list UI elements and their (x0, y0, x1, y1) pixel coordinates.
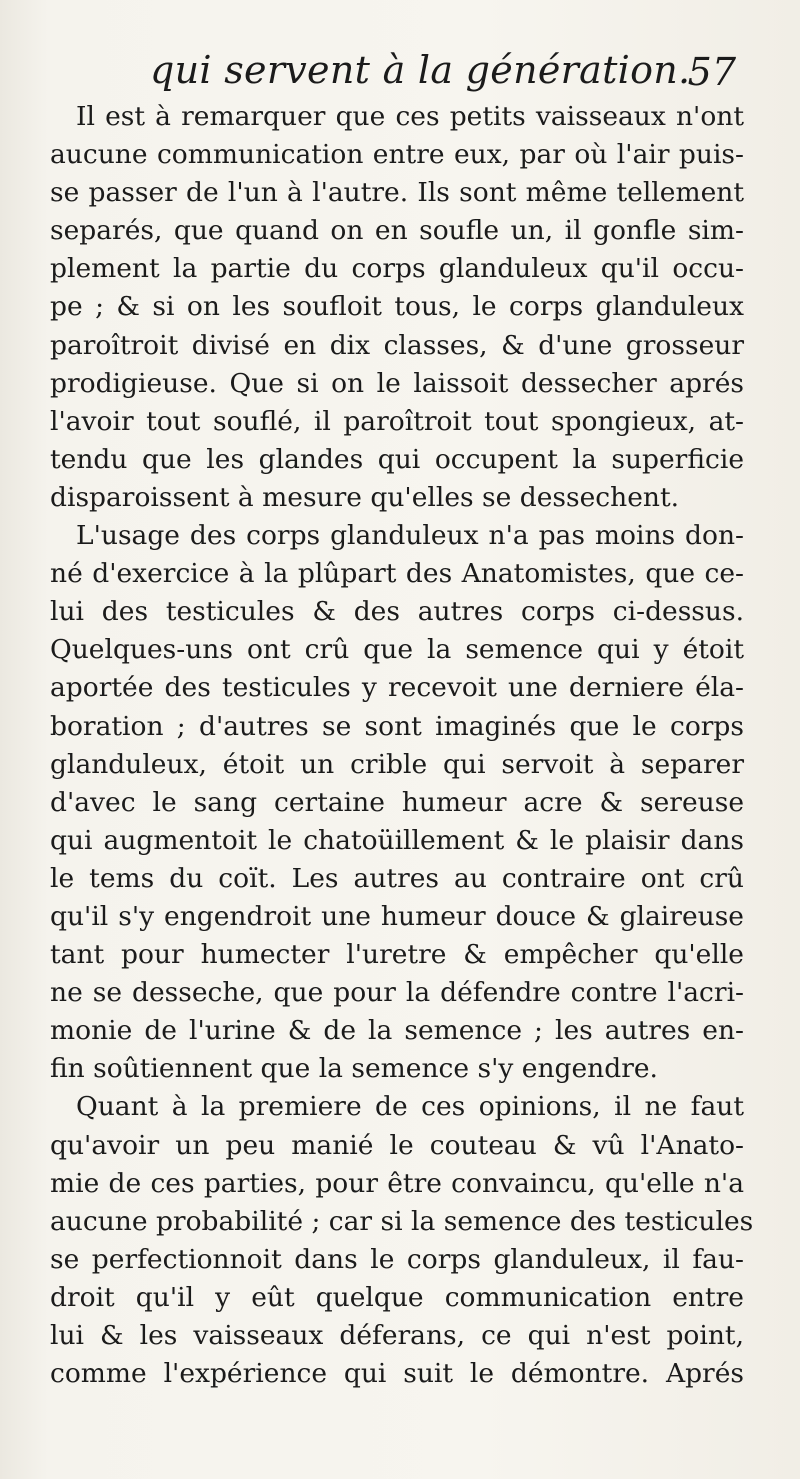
text-line: aportée des testicules y recevoit une derniere éla- (50, 672, 744, 704)
text-line: l'avoir tout souflé, il paroîtroit tout spongieux, at- (50, 405, 744, 437)
text-line: ne se desseche, que pour la défendre contre l'acri- (50, 977, 744, 1009)
text-line: tendu que les glandes qui occupent la superficie (50, 443, 744, 475)
text-line: qu'il s'y engendroit une humeur douce & glaireuse (50, 900, 744, 932)
text-line: fin soûtiennent que la semence s'y engendre. (50, 1053, 658, 1085)
text-line: Il est à remarquer que ces petits vaisseaux n'ont (76, 101, 744, 132)
text-line: aucune communication entre eux, par où l'air puis- (50, 139, 744, 171)
text-line: le tems du coït. Les autres au contraire ont crû (50, 862, 744, 894)
text-line: qu'avoir un peu manié le couteau & vû l'Anato- (50, 1129, 744, 1161)
text-line: se passer de l'un à l'autre. Ils sont même tellement (50, 177, 744, 209)
text-line: glanduleux, étoit un crible qui servoit à separer (50, 748, 744, 780)
text-line: tant pour humecter l'uretre & empêcher qu'elle (50, 939, 744, 971)
text-line: comme l'expérience qui suit le démontre. Aprés (50, 1358, 744, 1390)
text-line: Quant à la premiere de ces opinions, il ne faut (76, 1091, 744, 1123)
text-line: aucune probabilité ; car si la semence des testicules (50, 1205, 754, 1237)
text-line: pe ; & si on les soufloit tous, le corps glanduleux (50, 291, 744, 323)
text-line: monie de l'urine & de la semence ; les autres en- (50, 1015, 744, 1047)
body-text (50, 98, 754, 1393)
paragraph-1 (50, 98, 744, 517)
text-line: droit qu'il y eût quelque communication entre (50, 1281, 744, 1313)
text-line: L'usage des corps glanduleux n'a pas moins don- (76, 520, 744, 552)
paragraph-2 (50, 517, 744, 1088)
text-line: prodigieuse. Que si on le laissoit dessecher aprés (50, 367, 744, 399)
paragraph-3 (50, 1088, 754, 1393)
text-line: mie de ces parties, pour être convaincu, qu'elle n'a (50, 1167, 744, 1199)
text-line: Quelques-uns ont crû que la semence qui y étoit (50, 634, 744, 666)
page-number: 57 (687, 50, 736, 94)
page-header (150, 48, 750, 98)
text-line: se perfectionnoit dans le corps glanduleux, il fau- (50, 1243, 744, 1275)
text-line: disparoissent à mesure qu'elles se dessechent. (50, 481, 680, 513)
text-line: plement la partie du corps glanduleux qu'il occu- (50, 253, 744, 285)
text-line: qui augmentoit le chatoüillement & le plaisir dans (50, 824, 744, 856)
running-head: qui servent à la génération. (150, 48, 691, 92)
text-line: lui des testicules & des autres corps ci-dessus. (50, 596, 744, 628)
text-line: separés, que quand on en soufle un, il gonfle sim- (50, 215, 744, 247)
text-line: né d'exercice à la plûpart des Anatomistes, que ce- (50, 558, 744, 590)
text-line: boration ; d'autres se sont imaginés que le corps (50, 710, 744, 742)
text-line: paroîtroit divisé en dix classes, & d'une grosseur (50, 329, 744, 361)
text-line: lui & les vaisseaux déferans, ce qui n'est point, (50, 1320, 744, 1351)
text-line: d'avec le sang certaine humeur acre & sereuse (50, 786, 744, 818)
